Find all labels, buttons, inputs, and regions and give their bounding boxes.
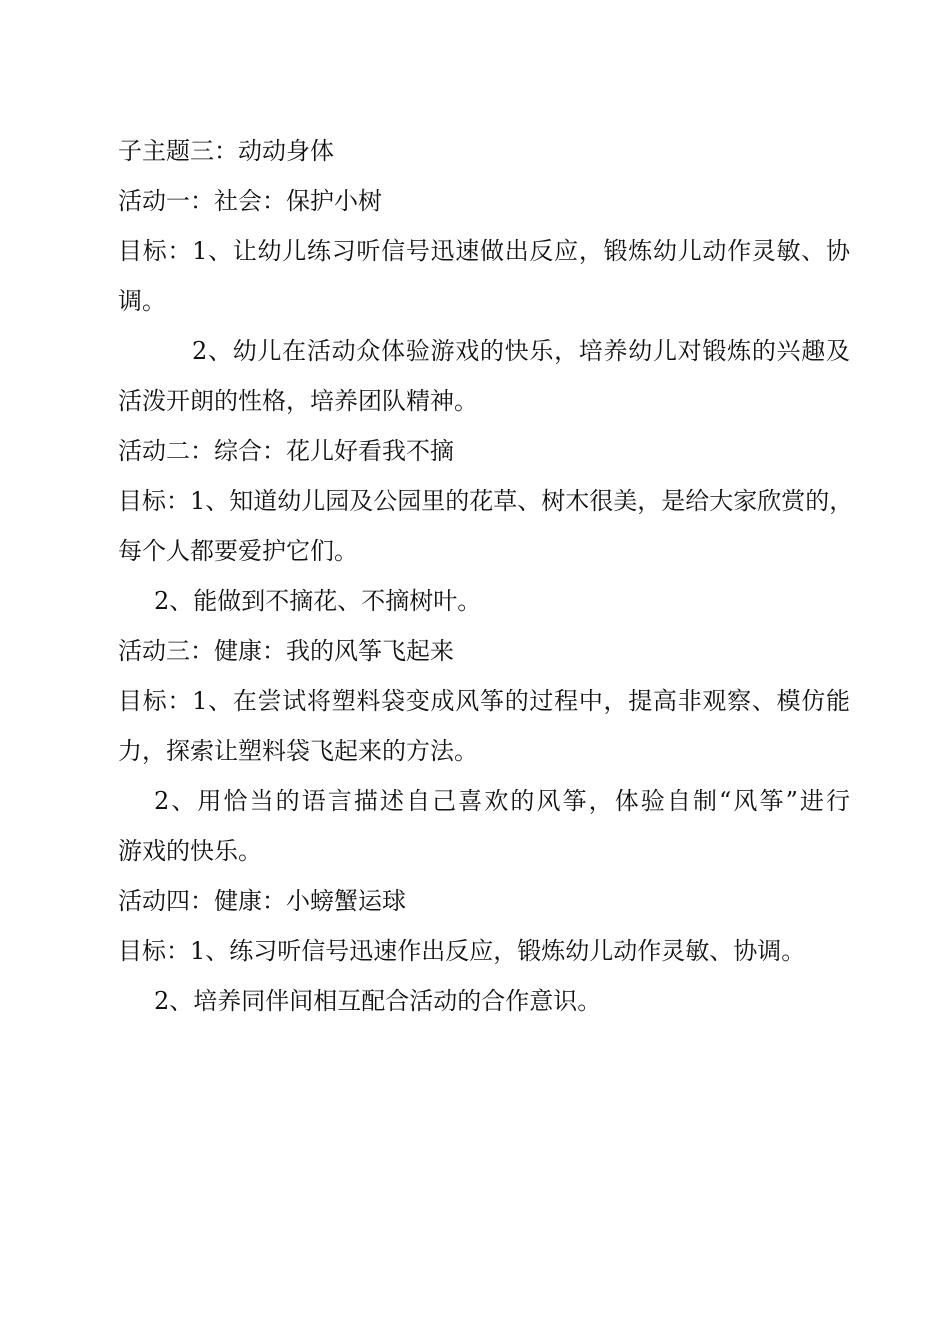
activity2-goal1-line2: 每个人都要爱护它们。 <box>118 537 358 565</box>
activity3-goal2-line1: 2、用恰当的语言描述自己喜欢的风筝，体验自制“风筝”进行 <box>154 787 850 815</box>
activity1-goal1-line2: 调。 <box>118 287 166 315</box>
subtheme-title: 子主题三：动动身体 <box>118 137 334 165</box>
activity1-title: 活动一：社会：保护小树 <box>118 187 382 215</box>
activity3-title: 活动三：健康：我的风筝飞起来 <box>118 637 454 665</box>
activity2-title: 活动二：综合：花儿好看我不摘 <box>118 437 454 465</box>
activity2-goal2: 2、能做到不摘花、不摘树叶。 <box>154 587 482 615</box>
activity2-goal1-line1: 目标：1、知道幼儿园及公园里的花草、树木很美，是给大家欣赏的， <box>118 487 854 515</box>
activity4-goal1: 目标：1、练习听信号迅速作出反应，锻炼幼儿动作灵敏、协调。 <box>118 937 806 965</box>
activity4-goal2: 2、培养同伴间相互配合活动的合作意识。 <box>154 987 602 1015</box>
activity4-title: 活动四：健康：小螃蟹运球 <box>118 887 406 915</box>
document-page <box>118 126 854 1026</box>
activity3-goal2-line2: 游戏的快乐。 <box>118 837 262 865</box>
activity1-goal2-line1: 2、幼儿在活动众体验游戏的快乐，培养幼儿对锻炼的兴趣及 <box>192 337 850 365</box>
activity3-goal1-line2: 力，探索让塑料袋飞起来的方法。 <box>118 737 478 765</box>
activity1-goal1-line1: 目标：1、让幼儿练习听信号迅速做出反应，锻炼幼儿动作灵敏、协 <box>118 237 850 265</box>
activity1-goal2-line2: 活泼开朗的性格，培养团队精神。 <box>118 387 478 415</box>
activity3-goal1-line1: 目标：1、在尝试将塑料袋变成风筝的过程中，提高非观察、模仿能 <box>118 687 850 715</box>
